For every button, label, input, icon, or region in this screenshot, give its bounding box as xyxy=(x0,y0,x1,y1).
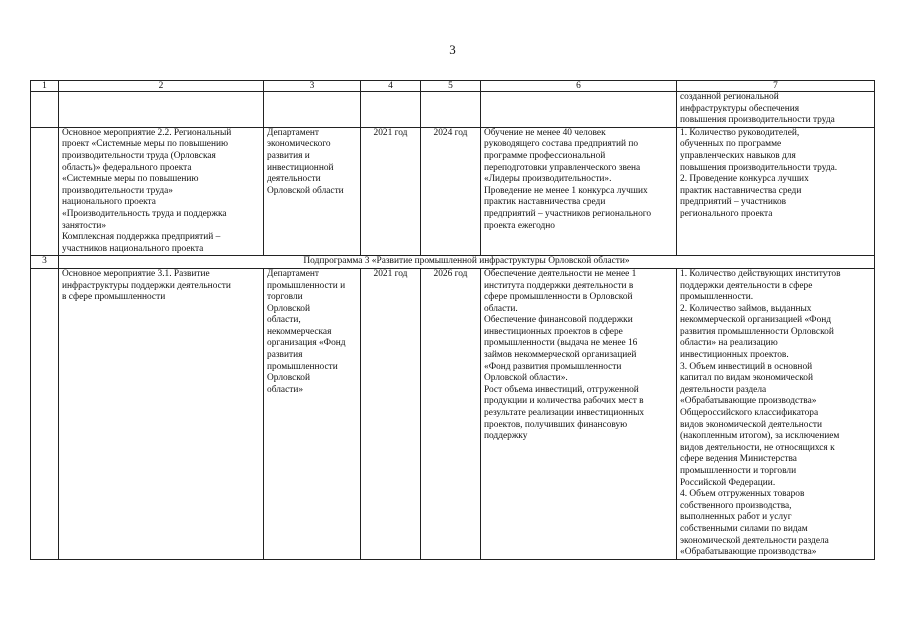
text-line: развития xyxy=(267,350,303,361)
text-line: 3. Объем инвестиций в основной xyxy=(680,361,813,372)
text-line: промышленности и торговли xyxy=(680,466,797,476)
text-line: промышленности (выдача не менее 16 xyxy=(484,338,638,349)
text-line: 1. Количество действующих институтов xyxy=(680,268,841,279)
text-line: промышленности xyxy=(267,361,338,372)
text-line: деятельности раздела xyxy=(680,384,767,395)
text-line: Обеспечение деятельности не менее 1 xyxy=(484,268,637,279)
text-line: инвестиционных проектов. xyxy=(680,350,789,361)
text-line: поддержки деятельности в сфере xyxy=(680,280,813,291)
text-line: «Обрабатывающие производства» xyxy=(680,547,817,558)
text-line: программе профессиональной xyxy=(484,150,606,161)
page-number: 3 xyxy=(449,42,456,57)
executor-cell xyxy=(264,127,361,256)
text-line: Общероссийского классификатора xyxy=(680,408,819,419)
text-line: Департамент xyxy=(267,268,319,279)
column-header: 2 xyxy=(59,81,264,92)
text-line: промышленности. xyxy=(680,292,754,303)
text-line: «Системные меры по повышению xyxy=(62,174,199,185)
column-header: 3 xyxy=(264,81,361,92)
table-row-measure-2-2 xyxy=(31,127,875,256)
table-header-row xyxy=(31,81,875,92)
text-line: Рост объема инвестиций, отгруженной xyxy=(484,384,639,395)
start-year-cell: 2021 год xyxy=(361,127,421,256)
text-line: результате реализации инвестиционных xyxy=(484,408,645,419)
result-cell xyxy=(481,268,677,559)
text-line: Орловской xyxy=(267,373,311,384)
text-line: области. xyxy=(484,303,518,314)
text-line: экономической деятельности раздела xyxy=(680,535,829,546)
text-line: инфраструктуры поддержки деятельности xyxy=(62,280,231,291)
text-line: продукции и количества рабочих мест в xyxy=(484,396,644,407)
text-line: «Лидеры производительности». xyxy=(484,174,612,185)
text-line: «Фонд развития промышленности xyxy=(484,361,622,372)
text-line: Проведение не менее 1 конкурса лучших xyxy=(484,185,648,196)
text-line: развития и xyxy=(267,150,310,161)
text-line: 4. Объем отгруженных товаров xyxy=(680,489,805,500)
start-year-cell: 2021 год xyxy=(361,268,421,559)
text-line: Основное мероприятие 3.1. Развитие xyxy=(62,268,210,279)
text-line: проект «Системные меры по повышению xyxy=(62,139,228,150)
text-line: сфере ведения Министерства xyxy=(680,454,797,465)
text-line: Орловской xyxy=(267,303,311,314)
text-line: в сфере промышленности xyxy=(62,292,166,303)
text-line: промышленности и xyxy=(267,280,346,291)
text-line: сфере промышленности в Орловской xyxy=(484,292,633,303)
text-line: некоммерческая xyxy=(267,326,332,337)
column-header: 1 xyxy=(31,81,59,92)
text-line: организация «Фонд xyxy=(267,338,346,349)
subprogram-title: Подпрограмма 3 «Развитие промышленной инфраструктуры Орловской области» xyxy=(59,256,875,269)
text-line: руководящего состава предприятий по xyxy=(484,139,639,150)
text-line: капитал по видам экономической xyxy=(680,373,813,384)
text-line: регионального проекта xyxy=(680,208,773,219)
table-row-continuation xyxy=(31,92,875,128)
text-line: производительности труда (Орловская xyxy=(62,150,216,161)
text-line: Основное мероприятие 2.2. Региональный xyxy=(62,127,232,138)
text-line: собственного производства, xyxy=(680,500,792,511)
text-line: развития промышленности Орловской xyxy=(680,326,834,337)
column-header: 4 xyxy=(361,81,421,92)
subprogram-number: 3 xyxy=(31,256,59,269)
text-line: Комплексная поддержка предприятий – xyxy=(62,232,221,243)
text-line: предприятий – участников регионального xyxy=(484,208,652,219)
text-line: управленческих навыков для xyxy=(680,150,796,161)
end-year-cell: 2024 год xyxy=(421,127,481,256)
text-line: повышения производительности труда. xyxy=(680,162,838,173)
text-line: собственными силами по видам xyxy=(680,523,808,534)
text-line: области» xyxy=(267,384,304,395)
text-line: области» на реализацию xyxy=(680,338,778,349)
indicator-cell xyxy=(677,127,875,256)
text-line: предприятий – участников xyxy=(680,197,787,208)
text-line: переподготовки управленческого звена xyxy=(484,162,641,173)
text-line: видов экономической деятельности xyxy=(680,419,823,430)
table-row-measure-3-1 xyxy=(31,268,875,559)
text-line: инфраструктуры обеспечения xyxy=(680,103,800,114)
text-line: некоммерческой организацией «Фонд xyxy=(680,315,832,326)
text-line: Орловской области». xyxy=(484,373,568,384)
text-line: 2. Количество займов, выданных xyxy=(680,303,812,314)
text-line: Департамент xyxy=(267,127,319,138)
measures-table xyxy=(30,80,875,560)
executor-cell xyxy=(264,268,361,559)
text-line: 2. Проведение конкурса лучших xyxy=(680,174,809,185)
indicator-cell xyxy=(677,268,875,559)
text-line: Орловской области xyxy=(267,185,344,196)
text-line: участников национального проекта xyxy=(62,243,204,254)
result-cell xyxy=(481,127,677,256)
end-year-cell: 2026 год xyxy=(421,268,481,559)
measure-cell xyxy=(59,268,264,559)
text-line: Российской Федерации. xyxy=(680,477,776,488)
text-line: поддержку xyxy=(484,431,528,442)
column-header: 6 xyxy=(481,81,677,92)
text-line: 1. Количество руководителей, xyxy=(680,127,800,138)
text-line: проекта ежегодно xyxy=(484,220,555,231)
text-line: Обеспечение финансовой поддержки xyxy=(484,315,633,326)
table-row-subprogram-3 xyxy=(31,256,875,269)
text-line: область)» федерального проекта xyxy=(62,162,192,173)
text-line: практик наставничества среди xyxy=(484,197,606,208)
column-header: 7 xyxy=(677,81,875,92)
text-line: созданной региональной xyxy=(680,92,779,102)
text-line: «Обрабатывающие производства» xyxy=(680,396,817,407)
column-header: 5 xyxy=(421,81,481,92)
text-line: «Производительность труда и поддержка xyxy=(62,208,227,219)
text-line: торговли xyxy=(267,292,303,303)
text-line: занятости» xyxy=(62,220,107,231)
text-line: области, xyxy=(267,315,301,326)
text-line: инвестиционной xyxy=(267,162,334,173)
text-line: проектов, получивших финансовую xyxy=(484,419,628,430)
text-line: займов некоммерческой организацией xyxy=(484,350,637,361)
text-line: института поддержки деятельности в xyxy=(484,280,634,291)
text-line: экономического xyxy=(267,139,331,150)
text-line: обученных по программе xyxy=(680,139,782,150)
text-line: выполненных работ и услуг xyxy=(680,512,792,523)
measure-cell xyxy=(59,127,264,256)
text-line: инвестиционных проектов в сфере xyxy=(484,326,623,337)
text-line: (накопленным итогом), за исключением xyxy=(680,431,840,442)
indicator-cell xyxy=(677,92,875,128)
text-line: видов деятельности, не относящихся к xyxy=(680,442,835,453)
text-line: деятельности xyxy=(267,174,321,185)
text-line: практик наставничества среди xyxy=(680,185,802,196)
text-line: Обучение не менее 40 человек xyxy=(484,127,606,138)
text-line: повышения производительности труда xyxy=(680,115,835,126)
text-line: национального проекта xyxy=(62,197,156,208)
text-line: производительности труда» xyxy=(62,185,173,196)
